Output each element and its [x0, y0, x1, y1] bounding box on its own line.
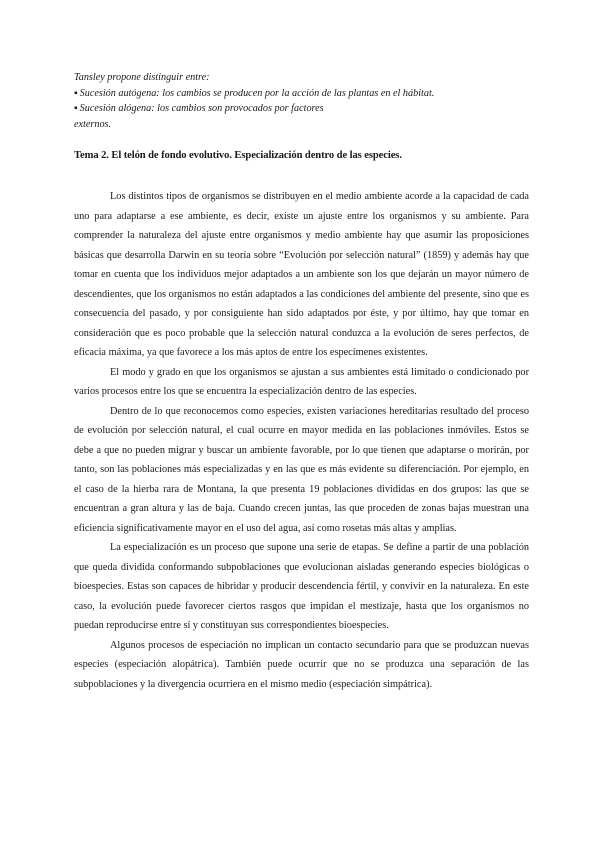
paragraph: Dentro de lo que reconocemos como especies, existen variaciones hereditarias resultado del proceso de evolución por selección natural, el cual ocurre en mayor medida en las poblaciones inmóviles. Estos se debe a que no pueden migrar y buscar un ambiente favorable, por lo que tienen que adaptarse o morirán, por tanto, son las poblaciones más especializadas y en las que es más evidente su diferenciación. Por ejemplo, en el caso de la hierba rara de Montana, la que presenta 19 poblaciones divididas en dos grupos: las que se encuentran a gran altura y las de baja. Cuando crecen juntas, las que proceden de zonas bajas muestran una eficiencia significativamente mayor en el uso del agua, así como rosetas más altas y amplias.	[74, 405, 529, 534]
bullet-text: Sucesión autógena: los cambios se producen por la acción de las plantas en el hábitat.	[79, 87, 435, 99]
intro-continuation: externos.	[74, 118, 112, 130]
body-text	[74, 187, 529, 694]
paragraph: El modo y grado en que los organismos se ajustan a sus ambientes está limitado o condicionado por varios procesos entre los que se encuentra la especialización dentro de las especies.	[74, 366, 529, 397]
bullet-item-autogena	[74, 86, 529, 102]
bullet-icon: ▪	[74, 87, 78, 99]
bullet-icon: ▪	[74, 103, 78, 114]
bullet-item-alogena	[74, 101, 529, 117]
paragraph: Los distintos tipos de organismos se distribuyen en el medio ambiente acorde a la capacidad de cada uno para adaptarse a ese ambiente, es decir, existe un ajuste entre los organismos y su ambiente. Para comprender la naturaleza del ajuste entre organismos y medio ambiente hay que asumir las proposiciones básicas que desarrolla Darwin en su teoría sobre “Evolución por selección natural” (1859) y además hay que tomar en cuenta que los individuos mejor adaptados a un ambiente son los que dejarán un mayor número de descendientes, que los organismos no están adaptados a las condiciones del ambiente del presente, sino que es consecuencia del pasado, y por consiguiente han sido adaptados por éste, y por último, hay que tomar en consideración que es poco probable que la selección natural conduzca a la evolución de seres perfectos, de eficacia máxima, ya que favorece a los más aptos de entre los especímenes existentes.	[74, 191, 529, 358]
paragraph: Algunos procesos de especiación no implican un contacto secundario para que se produzcan nuevas especies (especiación alopátrica). También puede ocurrir que no se produzca una separación de las subpoblaciones y la divergencia ocurriera en el mismo medio (especiación simpátrica).	[74, 639, 529, 690]
section-heading: Tema 2. El telón de fondo evolutivo. Especialización dentro de las especies.	[74, 150, 402, 161]
intro-section	[74, 70, 529, 132]
bullet-text: Sucesión alógena: los cambios son provocados por factores	[79, 103, 324, 114]
paragraph: La especialización es un proceso que supone una serie de etapas. Se define a partir de una población que queda dividida conformando subpoblaciones que evolucionan aisladas generando especies biológicas o bioespecies. Estas son capaces de hibridar y producir descendencia fértil, y convivir en la naturaleza. En este caso, la evolución puede favorecer ciertos rasgos que impidan el mestizaje, hasta que los organismos no puedan reproducirse entre sí y constituyan sus correspondientes bioespecies.	[74, 542, 529, 631]
intro-lead: Tansley propone distinguir entre:	[74, 72, 210, 83]
document-content	[74, 70, 529, 694]
